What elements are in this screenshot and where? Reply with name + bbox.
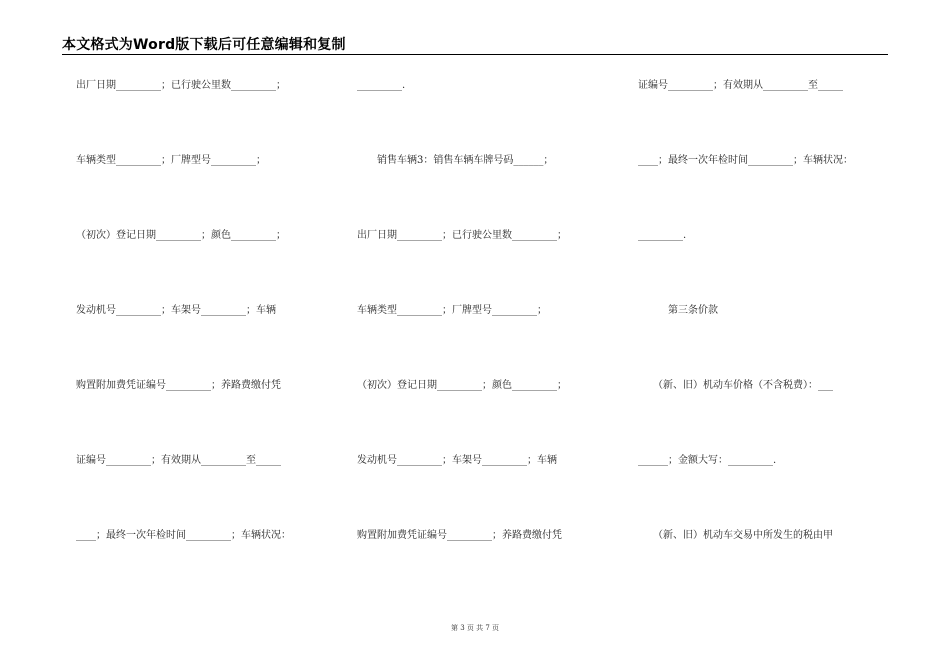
text-line: （新、旧）机动车价格（不含税费）：___ <box>638 380 833 391</box>
text-line: （初次）登记日期_________；颜色_________； <box>357 380 567 391</box>
text-line: 发动机号_________；车架号_________；车辆 <box>76 305 276 316</box>
text-line: 车辆类型_________；厂牌型号_________； <box>76 155 266 166</box>
text-line: 证编号_________；有效期从_________至_____ <box>638 80 843 91</box>
text-line: 出厂日期_________；已行驶公里数_________； <box>357 230 567 241</box>
text-line: （新、旧）机动车交易中所发生的税由甲 <box>638 530 833 541</box>
document-header-title: 本文格式为Word版下载后可任意编辑和复制 <box>62 37 346 53</box>
text-line: （初次）登记日期_________；颜色_________； <box>76 230 286 241</box>
text-line: ______；金额大写：_________. <box>638 455 777 466</box>
text-line: 出厂日期_________；已行驶公里数_________； <box>76 80 286 91</box>
page-number-indicator: 第 3 页 共 7 页 <box>450 624 500 632</box>
section-heading: 第三条价款 <box>638 305 718 316</box>
text-line: ____；最终一次年检时间_________；车辆状况： <box>638 155 853 166</box>
text-line: ____；最终一次年检时间_________；车辆状况： <box>76 530 291 541</box>
text-line: _________. <box>638 230 687 241</box>
header-divider <box>62 54 888 55</box>
text-line: 购置附加费凭证编号_________；养路费缴付凭 <box>357 530 562 541</box>
text-line: 发动机号_________；车架号_________；车辆 <box>357 455 557 466</box>
text-line: _________. <box>357 80 406 91</box>
text-line: 车辆类型_________；厂牌型号_________； <box>357 305 547 316</box>
text-line: 购置附加费凭证编号_________；养路费缴付凭 <box>76 380 281 391</box>
text-line: 证编号_________；有效期从_________至_____ <box>76 455 281 466</box>
text-line: 销售车辆3：销售车辆车牌号码______； <box>357 155 554 166</box>
